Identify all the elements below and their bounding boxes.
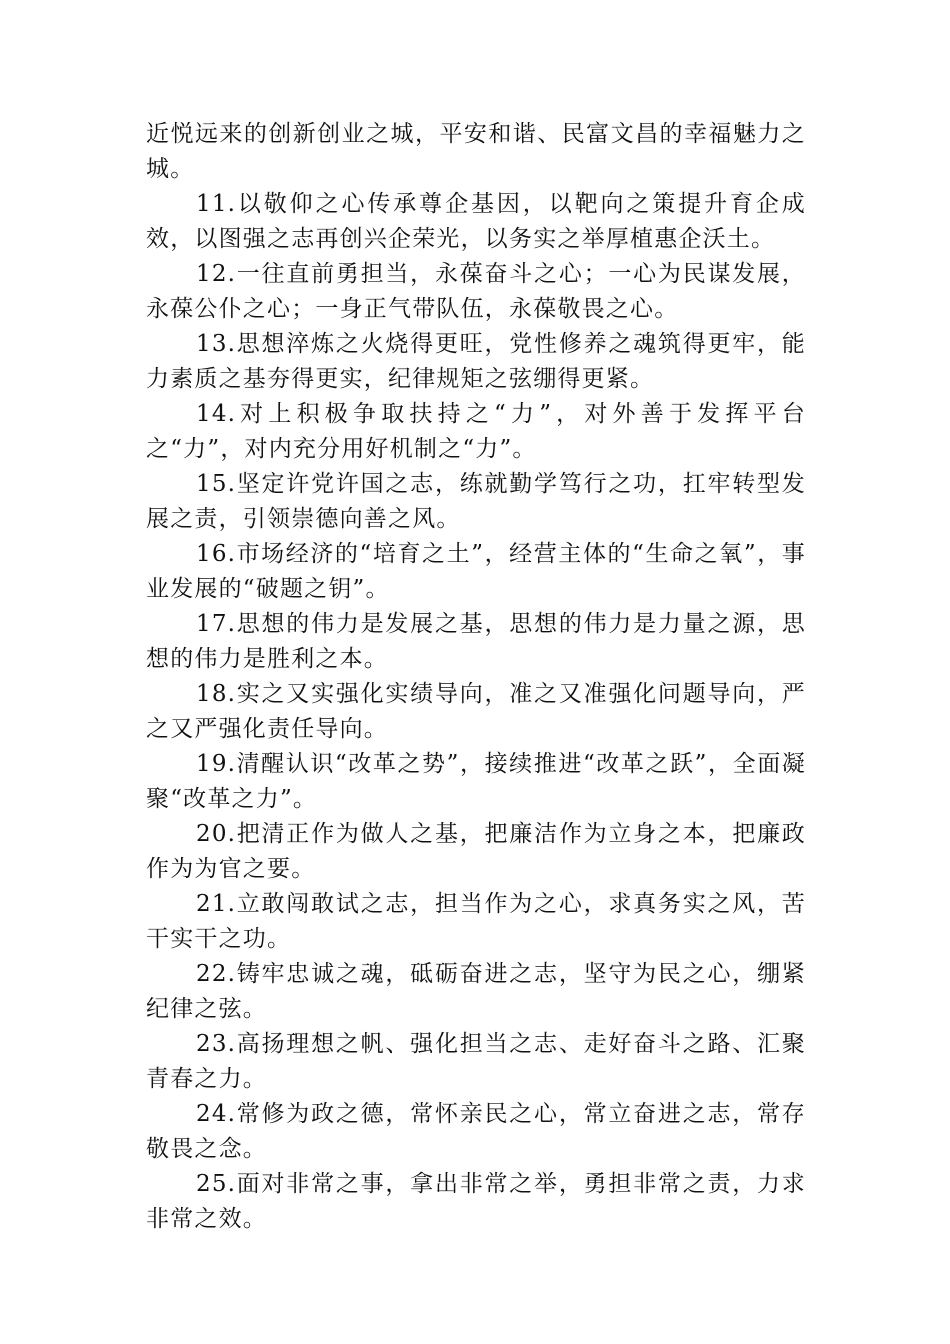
paragraph-item-23: 23.高扬理想之帆、强化担当之志、走好奋斗之路、汇聚青春之力。 (146, 1031, 806, 1092)
paragraph-item-20: 20.把清正作为做人之基，把廉洁作为立身之本，把廉政作为为官之要。 (146, 821, 806, 882)
paragraph-item-12: 12.一往直前勇担当，永葆奋斗之心；一心为民谋发展，永葆公仆之心；一身正气带队伍，永葆敬畏之心。 (146, 261, 806, 322)
paragraph-item-16: 16.市场经济的“培育之土”，经营主体的“生命之氧”，事业发展的“破题之钥”。 (146, 541, 806, 602)
paragraph-item-14: 14.对上积极争取扶持之“力”，对外善于发挥平台之“力”，对内充分用好机制之“力”。 (146, 401, 806, 462)
paragraph-item-18: 18.实之又实强化实绩导向，准之又准强化问题导向，严之又严强化责任导向。 (146, 681, 806, 742)
paragraph-item-24: 24.常修为政之德，常怀亲民之心，常立奋进之志，常存敬畏之念。 (146, 1101, 806, 1162)
paragraph-item-17: 17.思想的伟力是发展之基，思想的伟力是力量之源，思想的伟力是胜利之本。 (146, 611, 806, 672)
paragraph-item-11: 11.以敬仰之心传承尊企基因，以靶向之策提升育企成效，以图强之志再创兴企荣光，以务实之举厚植惠企沃土。 (146, 191, 806, 252)
paragraph-item-22: 22.铸牢忠诚之魂，砥砺奋进之志，坚守为民之心，绷紧纪律之弦。 (146, 961, 806, 1022)
paragraph-item-19: 19.清醒认识“改革之势”，接续推进“改革之跃”，全面凝聚“改革之力”。 (146, 751, 806, 812)
document-body (146, 117, 806, 1237)
paragraph-item-13: 13.思想淬炼之火烧得更旺，党性修养之魂筑得更牢，能力素质之基夯得更实，纪律规矩之弦绷得更紧。 (146, 331, 806, 392)
paragraph-item-15: 15.坚定许党许国之志，练就勤学笃行之功，扛牢转型发展之责，引领崇德向善之风。 (146, 471, 806, 532)
paragraph-item-25: 25.面对非常之事，拿出非常之举，勇担非常之责，力求非常之效。 (146, 1171, 806, 1232)
paragraph-continuation: 近悦远来的创新创业之城，平安和谐、民富文昌的幸福魅力之城。 (146, 121, 806, 182)
paragraph-item-21: 21.立敢闯敢试之志，担当作为之心，求真务实之风，苦干实干之功。 (146, 891, 806, 952)
